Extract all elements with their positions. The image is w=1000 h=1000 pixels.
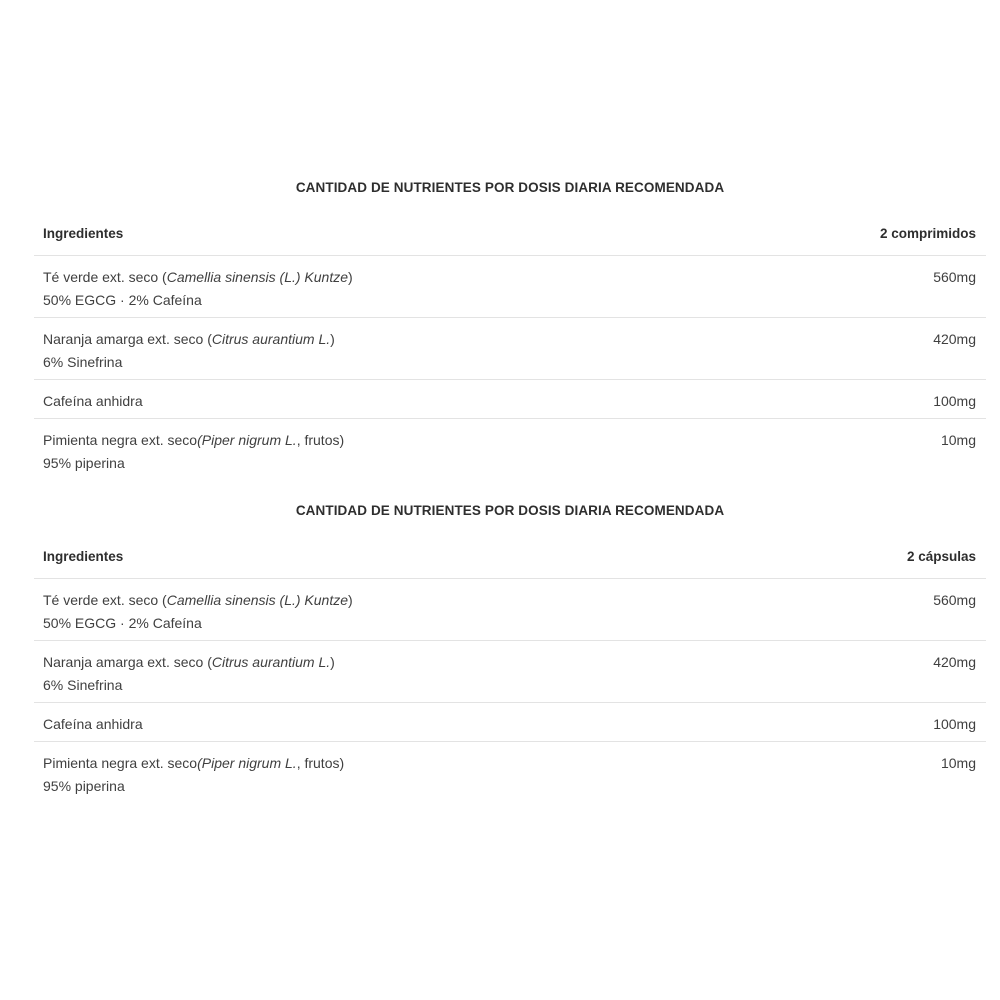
header-ingredients: Ingredientes [43,549,124,564]
table-header [34,212,986,256]
table-row [34,380,986,419]
ingredient-amount: 560mg [933,592,976,608]
table-row [34,641,986,703]
ingredient-cell [43,429,344,475]
ingredient-name: Pimienta negra ext. seco(Piper nigrum L., frutos) [43,755,345,771]
ingredient-amount: 10mg [940,432,976,448]
ingredient-detail: 95% piperina [43,455,125,471]
ingredient-name: Cafeína anhidra [43,716,143,732]
ingredient-name: Naranja amarga ext. seco (Citrus aurantium L.) [43,654,335,670]
ingredient-detail: 95% piperina [43,778,125,794]
table-row [34,256,986,318]
ingredient-cell [43,589,353,635]
header-dose: 2 cápsulas [906,549,976,564]
ingredient-name: Cafeína anhidra [43,393,143,409]
ingredient-amount: 100mg [933,393,976,409]
ingredient-detail: 50% EGCG · 2% Cafeína [43,292,202,308]
ingredient-amount: 420mg [933,331,976,347]
ingredient-name: Naranja amarga ext. seco (Citrus aurantium L.) [43,331,335,347]
ingredient-name: Té verde ext. seco (Camellia sinensis (L.) Kuntze) [43,269,353,285]
table-header [34,535,986,579]
ingredient-amount: 10mg [940,755,976,771]
table-row [34,742,986,804]
nutrient-table-capsules [34,497,986,804]
ingredient-name: Pimienta negra ext. seco(Piper nigrum L., frutos) [43,432,345,448]
table-row [34,703,986,742]
ingredient-cell [43,328,335,374]
ingredient-cell [43,266,353,312]
ingredient-cell [43,390,143,413]
ingredient-cell [43,752,344,798]
table-row [34,318,986,380]
ingredient-cell [43,713,143,736]
table-title: CANTIDAD DE NUTRIENTES POR DOSIS DIARIA RECOMENDADA [295,180,725,195]
ingredient-detail: 6% Sinefrina [43,677,123,693]
ingredient-amount: 560mg [933,269,976,285]
header-ingredients: Ingredientes [43,226,124,241]
ingredient-name: Té verde ext. seco (Camellia sinensis (L.) Kuntze) [43,592,353,608]
table-row [34,419,986,481]
table-row [34,579,986,641]
header-dose: 2 comprimidos [879,226,976,241]
ingredient-detail: 50% EGCG · 2% Cafeína [43,615,202,631]
ingredient-cell [43,651,335,697]
ingredient-amount: 100mg [933,716,976,732]
ingredient-amount: 420mg [933,654,976,670]
nutrient-table-tablets [34,174,986,481]
table-title: CANTIDAD DE NUTRIENTES POR DOSIS DIARIA RECOMENDADA [295,503,725,518]
ingredient-detail: 6% Sinefrina [43,354,123,370]
